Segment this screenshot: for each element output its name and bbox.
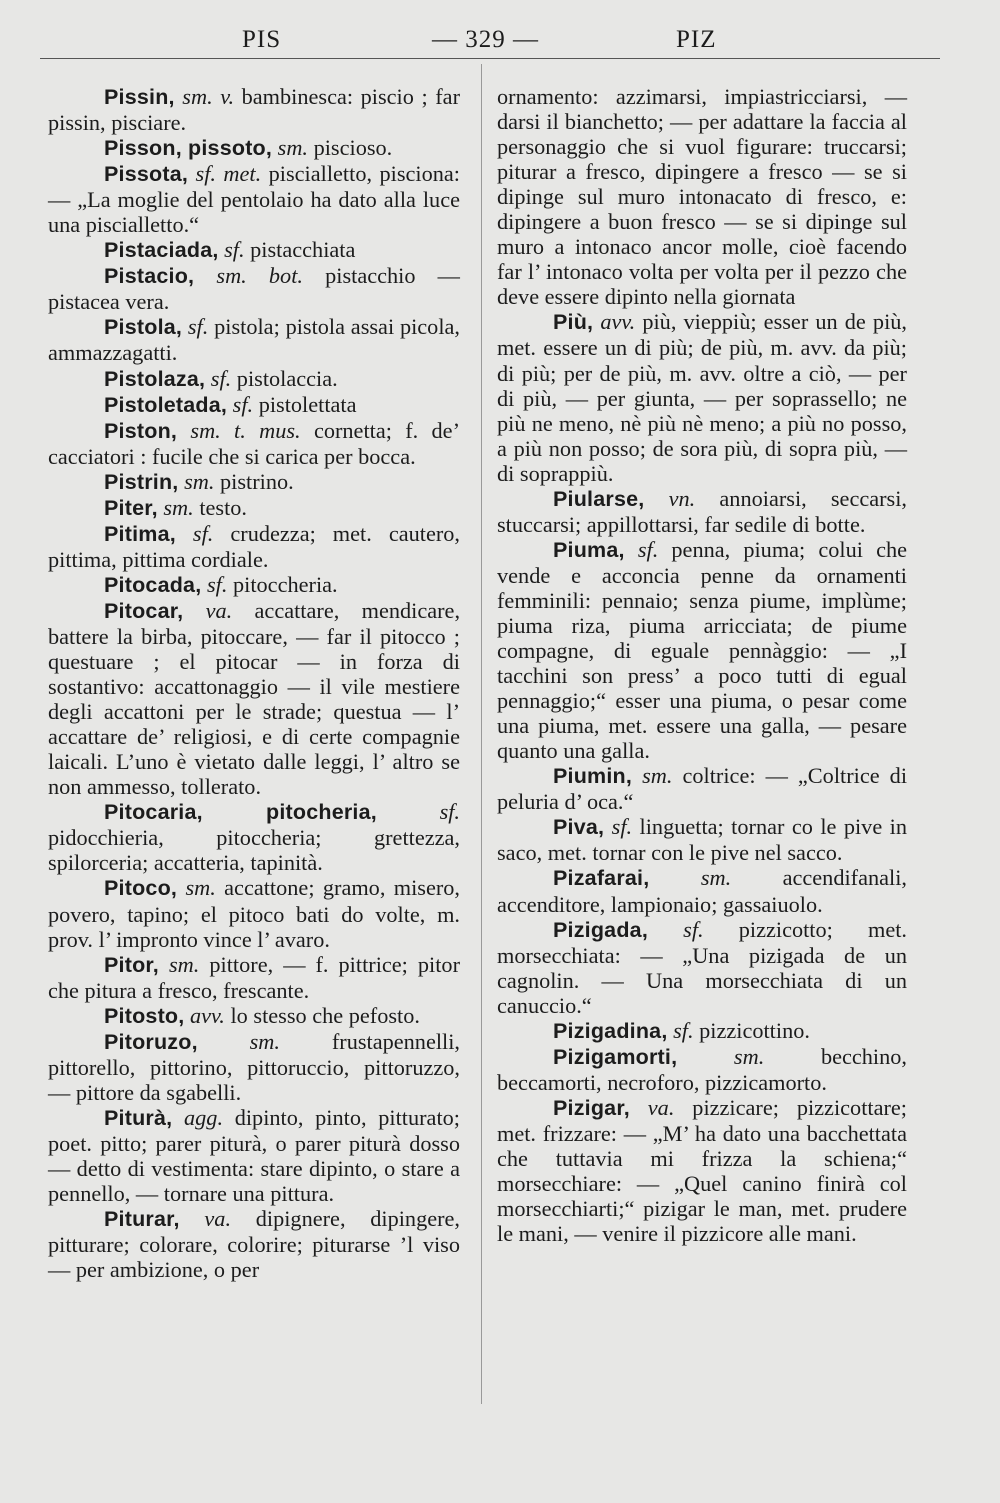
dictionary-entry bbox=[497, 1044, 907, 1095]
headword: Piularse, bbox=[553, 486, 645, 511]
dictionary-entry bbox=[497, 865, 907, 916]
grammar-tag: sm. t. mus. bbox=[190, 417, 301, 443]
dictionary-entry bbox=[48, 799, 460, 875]
grammar-tag: sm. bbox=[733, 1043, 765, 1069]
headword: Pisson, pissoto, bbox=[104, 136, 273, 161]
headword: Pitima, bbox=[104, 521, 176, 546]
definition: testo. bbox=[199, 494, 247, 520]
headword: Pistolaza, bbox=[104, 366, 206, 391]
headword: Pissota, bbox=[104, 162, 189, 187]
definition: pitoccheria. bbox=[233, 571, 338, 597]
grammar-tag: sm. v. bbox=[182, 84, 235, 109]
dictionary-entry bbox=[497, 1018, 907, 1044]
dictionary-entry bbox=[48, 1029, 460, 1105]
definition: linguetta; tornar co le pive in saco, met. tornar con le pive nel sacco. bbox=[497, 814, 907, 866]
dictionary-entry-continued bbox=[497, 84, 907, 309]
definition: frustapennelli, pittorello, pittorino, pittoruccio, pittoruzzo, — pittore da sgabelli. bbox=[48, 1028, 461, 1105]
definition: dipignere, dipingere, pitturare; colorare, colorire; piturarse ’l viso — per ambizione, o per bbox=[48, 1206, 461, 1283]
dictionary-entry bbox=[48, 1206, 460, 1282]
dictionary-entry bbox=[48, 952, 460, 1003]
headword: Pitocada, bbox=[104, 572, 202, 597]
definition: bambinesca: piscio ; far pissin, pisciare. bbox=[48, 84, 460, 136]
grammar-tag: sm. bbox=[277, 135, 308, 161]
headword: Pissin, bbox=[104, 85, 175, 109]
headword: Pizigar, bbox=[553, 1095, 630, 1120]
grammar-tag: vn. bbox=[668, 485, 696, 511]
dictionary-entry bbox=[497, 537, 907, 763]
dictionary-entry bbox=[48, 469, 460, 495]
headword: Pistacio, bbox=[104, 264, 195, 289]
grammar-tag: sf. bbox=[673, 1017, 694, 1043]
dictionary-entry bbox=[48, 237, 460, 263]
dictionary-entry bbox=[48, 392, 460, 418]
dictionary-entry bbox=[48, 135, 460, 161]
grammar-tag: sm. bbox=[169, 951, 200, 977]
dictionary-entry bbox=[497, 309, 907, 485]
headword: Pitocaria, pitocheria, bbox=[104, 800, 377, 825]
headword: Pistrin, bbox=[104, 469, 179, 494]
grammar-tag: sf. bbox=[637, 536, 659, 562]
headword: Pistaciada, bbox=[104, 238, 219, 263]
definition: pistolaccia. bbox=[236, 365, 338, 391]
definition: pidocchieria, pitoccheria; grettezza, spilorceria; accatteria, tapinità. bbox=[48, 825, 460, 876]
grammar-tag: sf. bbox=[206, 571, 228, 597]
header-rule bbox=[40, 58, 940, 59]
headword: Pitoco, bbox=[104, 876, 178, 901]
dictionary-entry bbox=[48, 84, 460, 135]
definition: pistolettata bbox=[258, 391, 357, 417]
dictionary-entry bbox=[48, 314, 460, 365]
grammar-tag: sm. bbox=[249, 1028, 280, 1054]
definition: pistacchiata bbox=[250, 237, 356, 263]
definition: crudezza; met. cautero, pittima, pittima cordiale. bbox=[48, 520, 460, 572]
dictionary-entry bbox=[48, 418, 460, 469]
headword: Piturà, bbox=[104, 1105, 173, 1130]
right-column bbox=[497, 84, 907, 1246]
dictionary-entry bbox=[48, 572, 460, 598]
definition: pistola; pistola assai picola, ammazzagatti. bbox=[48, 314, 460, 366]
column-divider bbox=[481, 64, 482, 1404]
grammar-tag: va. bbox=[204, 1206, 232, 1232]
headword: Più, bbox=[553, 310, 594, 335]
definition: becchino, beccamorti, necroforo, pizzicamorto. bbox=[497, 1043, 907, 1095]
dictionary-entry bbox=[497, 486, 907, 537]
definition: piscioso. bbox=[313, 135, 393, 161]
grammar-tag: sm. bbox=[185, 875, 216, 901]
headword: Piter, bbox=[104, 495, 158, 520]
definition: annoiarsi, seccarsi, stuccarsi; appillottarsi, far sedile di botte. bbox=[497, 485, 908, 537]
definition: accattare, mendicare, battere la birba, pitoccare, — far il pitocco ; questuare ; el pitocar — in forza di sostantivo: accattonaggio — il vile mestiere degli accattoni per le strade; questua — l’ accattare de’ religiosi, e di certe compagnie laicali. L’uno è vietato dalle leggi, l’ altro se non ammesso, tollerato. bbox=[48, 597, 461, 800]
grammar-tag: sf. bbox=[232, 391, 254, 417]
headword: Piumin, bbox=[553, 764, 633, 789]
headword: Piva, bbox=[553, 815, 605, 840]
dictionary-entry bbox=[48, 1003, 460, 1029]
definition: pizzicare; pizzicottare; met. frizzare: — „M’ ha dato una bacchettata che tuttavia mi frizza la schiena;“ morsecchiare: — „Quel canino finirà col morsecchiarti;“ pizigar le man, met. prudere le mani, — venire il pizzicore alle mani. bbox=[497, 1094, 907, 1247]
grammar-tag: agg. bbox=[184, 1104, 224, 1130]
header-left: PIS bbox=[242, 26, 282, 53]
headword: Pizafarai, bbox=[553, 866, 650, 891]
dictionary-entry bbox=[48, 521, 460, 572]
headword: Pitor, bbox=[104, 952, 159, 977]
grammar-tag: sm. bbox=[163, 494, 194, 520]
definition: più, vieppiù; esser un de più, met. essere un di più; de più, m. avv. da più; di più; per de più, m. avv. oltre a ciò, — per di più, — per giunta, — per soprassello; ne più ne meno, nè più nè meno; a più no posso, a più non posso; de sora più, di sopra più, — di soprappiù. bbox=[497, 309, 907, 486]
grammar-tag: sf. bbox=[224, 237, 245, 263]
dictionary-entry bbox=[48, 875, 460, 951]
grammar-tag: avv. bbox=[600, 309, 636, 335]
definition: accattone; gramo, misero, povero, tapino; el pitoco bati do volte, m. prov. l’ impronto vince l’ avaro. bbox=[48, 875, 461, 952]
definition: lo stesso che pefosto. bbox=[230, 1002, 420, 1028]
headword: Pistola, bbox=[104, 315, 183, 340]
definition: pistacchio — pistacea vera. bbox=[48, 263, 460, 315]
dictionary-entry bbox=[497, 814, 907, 865]
grammar-tag: sm. bot. bbox=[216, 263, 303, 289]
definition: pittore, — f. pittrice; pitor che pitura a fresco, frescante. bbox=[48, 951, 461, 1003]
dictionary-entry bbox=[48, 495, 460, 521]
header-right: PIZ bbox=[676, 26, 717, 53]
definition: cornetta; f. de’ cacciatori : fucile che si carica per bocca. bbox=[48, 417, 461, 469]
definition: coltrice: — „Coltrice di peluria d’ oca.“ bbox=[497, 763, 908, 815]
headword: Pitoruzo, bbox=[104, 1029, 198, 1054]
grammar-tag: va. bbox=[647, 1094, 675, 1120]
headword: Pitocar, bbox=[104, 598, 184, 623]
left-column bbox=[48, 84, 460, 1282]
page-number: — 329 — bbox=[432, 26, 539, 53]
grammar-tag: sf. bbox=[611, 814, 633, 840]
grammar-tag: sf. bbox=[192, 520, 214, 546]
headword: Piturar, bbox=[104, 1207, 180, 1232]
headword: Pizigadina, bbox=[553, 1018, 668, 1043]
grammar-tag: va. bbox=[205, 597, 233, 623]
dictionary-entry bbox=[48, 263, 460, 314]
definition: piscialletto, pisciona: — „La moglie del pentolaio ha dato alla luce una piscialletto.“ bbox=[48, 161, 460, 238]
definition: pistrino. bbox=[220, 468, 294, 494]
headword: Pizigada, bbox=[553, 917, 648, 942]
dictionary-entry bbox=[48, 1105, 460, 1206]
headword: Piuma, bbox=[553, 537, 625, 562]
headword: Pitosto, bbox=[104, 1003, 185, 1028]
grammar-tag: avv. bbox=[190, 1002, 225, 1028]
headword: Pistoletada, bbox=[104, 392, 228, 417]
dictionary-entry bbox=[48, 161, 460, 237]
headword: Pizigamorti, bbox=[553, 1044, 678, 1069]
dictionary-entry bbox=[497, 763, 907, 814]
definition: accendifanali, accenditore, lampionaio; gassaiuolo. bbox=[497, 865, 908, 917]
grammar-tag: sf. bbox=[187, 314, 209, 340]
dictionary-entry bbox=[48, 598, 460, 799]
running-head bbox=[40, 22, 940, 60]
definition: ornamento: azzimarsi, impiastricciarsi, — darsi il bianchetto; — per adattare la faccia al personaggio che si vuol figurare: truccarsi; piturar a fresco, dipingere a fresco — se si dipinge sul muro intonacato di fresco, e: dipingere a buon fresco — se si dipinge sul muro a intonaco ancor molle, cioè facendo far l’ intonaco volta per volta per il pezzo che deve essere dipinto nella giornata bbox=[497, 84, 907, 310]
grammar-tag: sf. bbox=[683, 916, 704, 942]
grammar-tag: sf. met. bbox=[195, 161, 262, 187]
grammar-tag: sm. bbox=[642, 763, 673, 789]
dictionary-entry bbox=[497, 917, 907, 1018]
definition: pizzicottino. bbox=[699, 1017, 810, 1043]
dictionary-entry bbox=[497, 1095, 907, 1246]
grammar-tag: sm. bbox=[184, 468, 215, 494]
definition: dipinto, pinto, pitturato; poet. pitto; parer piturà, o parer piturà dosso — detto di vestimenta: stare dipinto, o stare a pennello, — tornare una pittura. bbox=[48, 1104, 460, 1207]
grammar-tag: sf. bbox=[210, 365, 232, 391]
definition: penna, piuma; colui che vende e acconcia penne da ornamenti femminili: pennaio; senza piume, implùme; piuma riza, piuma arricciata; de piume compagne, di eguale pennàggio: — „I tacchini son press’ a poco tutti di egual pennaggio;“ esser una piuma, o pesar come una piuma, met. essere una galla, — pesare quanto una galla. bbox=[497, 536, 908, 764]
dictionary-entry bbox=[48, 366, 460, 392]
grammar-tag: sm. bbox=[700, 865, 732, 891]
headword: Piston, bbox=[104, 418, 178, 443]
definition: pizzicotto; met. morsecchiata: — „Una pizigada de un cagnolin. — Una morsecchiata di un canuccio.“ bbox=[497, 916, 907, 1018]
grammar-tag: sf. bbox=[439, 799, 461, 825]
